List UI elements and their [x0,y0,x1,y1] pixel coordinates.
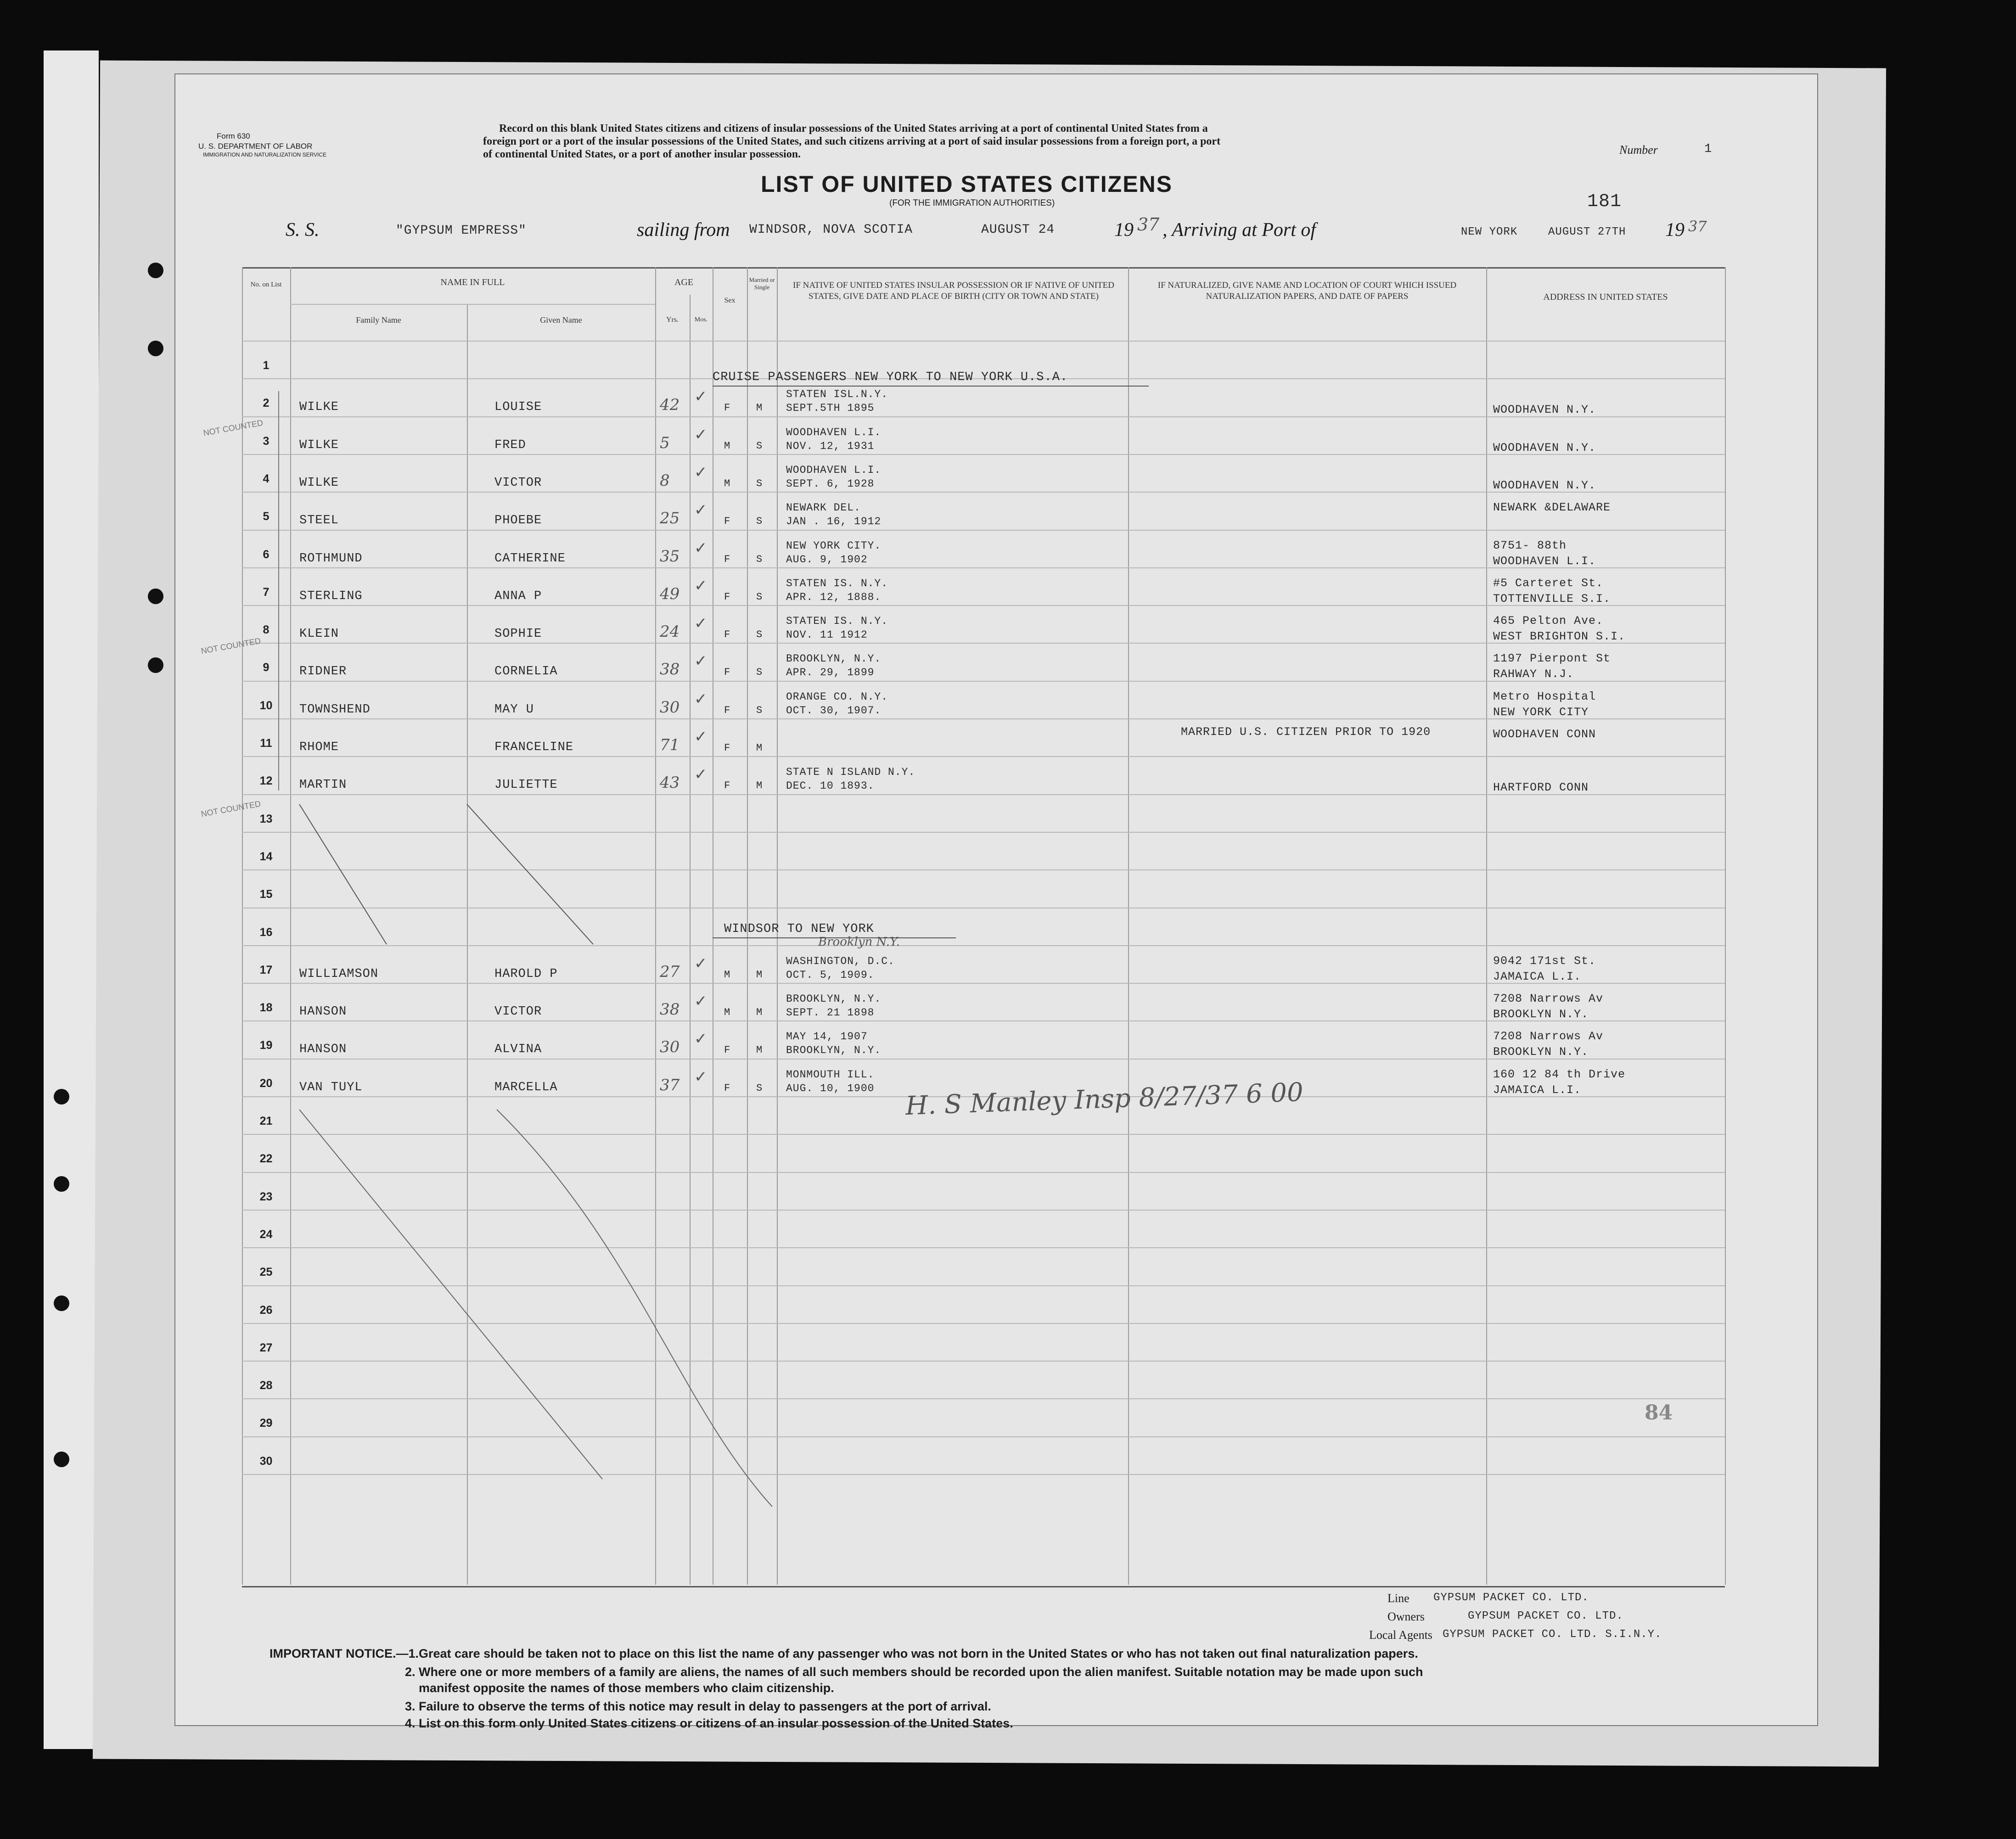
address-city: JAMAICA L.I. [1493,1083,1582,1097]
header-family-name: Family Name [356,315,401,325]
header-yrs: Yrs. [666,316,679,324]
birth-date: NOV. 12, 1931 [786,440,875,452]
address-line: 160 12 84 th Drive [1493,1067,1626,1081]
age-years: 8 [660,471,670,490]
row-number: 4 [263,472,270,485]
line-label: Line [1387,1592,1410,1605]
year-suffix: 37 [1137,214,1160,235]
age-years: 27 [660,962,680,981]
address-line: WOODHAVEN CONN [1493,728,1596,741]
inspector-signature: H. S Manley Insp 8/27/37 6 00 [905,1077,1304,1121]
family-name: STERLING [299,589,363,603]
marital-status: S [756,629,763,641]
notice-4: 4. List on this form only United States citizens or citizens of an insular possession of the United States. [405,1716,1013,1730]
birth-place: BROOKLYN, N.Y. [786,653,882,665]
marital-status: S [756,1082,763,1094]
marital-status: M [756,402,763,414]
header-given-name: Given Name [540,315,582,325]
number-label: Number [1619,143,1658,157]
address-city: JAMAICA L.I. [1493,970,1582,983]
sex: F [724,704,731,716]
row-number: 8 [263,623,270,637]
sex: M [724,477,731,489]
binder-hole [54,1295,69,1311]
given-name: PHOEBE [494,514,542,528]
address-city: HARTFORD CONN [1493,781,1589,795]
service: IMMIGRATION AND NATURALIZATION SERVICE [203,151,327,158]
agents-label: Local Agents [1369,1628,1432,1642]
marital-status: S [756,516,763,527]
row-number: 24 [259,1228,273,1241]
given-name: ALVINA [494,1043,542,1057]
address-city: WOODHAVEN L.I. [1493,554,1596,568]
address-city: NEW YORK CITY [1493,705,1589,719]
age-years: 30 [660,1038,680,1057]
verified-checkmark: ✓ [694,501,708,520]
given-name: MAY U [494,702,534,717]
form-number: Form 630 [217,132,250,140]
row-number: 28 [259,1379,273,1392]
sex: F [724,591,731,603]
verified-checkmark: ✓ [694,690,708,708]
given-name: VICTOR [494,1005,542,1019]
age-years: 38 [660,1000,680,1019]
given-name: SOPHIE [494,627,542,641]
birth-place: STATEN IS. N.Y. [786,615,888,628]
age-years: 25 [660,509,680,528]
row-number: 25 [259,1266,273,1279]
address-city: WEST BRIGHTON S.I. [1493,630,1626,644]
row-number: 20 [259,1076,273,1090]
row-number: 21 [259,1115,273,1127]
row-number: 14 [259,850,273,863]
family-name: ROTHMUND [299,551,363,566]
age-years: 42 [660,396,680,415]
birth-place: NEW YORK CITY. [786,539,882,552]
row-number: 10 [259,699,273,712]
binder-hole [148,657,163,673]
year2-prefix: 19 [1665,219,1685,241]
address-line: 7208 Narrows Av [1493,992,1604,1006]
verified-checkmark: ✓ [694,992,708,1011]
given-name: CATHERINE [494,551,566,566]
header-sex: Sex [724,297,736,304]
not-counted-note: NOT COUNTED [200,799,262,819]
year2-suffix: 37 [1688,218,1707,235]
sex: F [724,1082,731,1094]
given-name: JULIETTE [494,778,558,792]
age-years: 71 [660,736,680,754]
verified-checkmark: ✓ [694,576,708,595]
given-name: MARCELLA [494,1080,558,1094]
marital-status: M [756,969,763,981]
header-naturalized: IF NATURALIZED, GIVE NAME AND LOCATION OF COURT WHICH ISSUED NATURALIZATION PAPERS, AND DATE OF PAPERS [1157,280,1457,301]
address-line: Metro Hospital [1493,690,1596,703]
section-cruise: CRUISE PASSENGERS NEW YORK TO NEW YORK U.S.A. [713,370,1068,384]
verified-checkmark: ✓ [694,387,708,406]
row-number: 6 [263,548,270,561]
birth-place: WOODHAVEN L.I. [786,464,882,476]
binder-hole [148,589,163,604]
marital-status: S [756,667,763,678]
age-years: 49 [660,584,680,603]
header-native: IF NATIVE OF UNITED STATES INSULAR POSSESSION OR IF NATIVE OF UNITED STATES, GIVE DATE AND PLACE OF BIRTH (CITY OR TOWN AND STATE) [793,280,1114,301]
verified-checkmark: ✓ [694,425,708,444]
birth-date: APR. 29, 1899 [786,667,875,679]
row-number: 9 [263,661,270,674]
row-number: 15 [259,888,273,901]
given-name: FRANCELINE [494,740,574,754]
verified-checkmark: ✓ [694,1067,708,1086]
sailing-from: WINDSOR, NOVA SCOTIA [749,223,913,237]
family-name: HANSON [299,1005,347,1019]
address-city: WOODHAVEN N.Y. [1493,441,1596,454]
manifest-page [174,73,1818,1730]
address-line: 465 Pelton Ave. [1493,614,1604,628]
year-prefix: 19 [1114,219,1134,241]
given-name: HAROLD P [494,967,558,981]
section-windsor-handwritten: Brooklyn N.Y. [818,935,900,949]
given-name: CORNELIA [494,665,558,679]
family-name: MARTIN [299,778,347,792]
verified-checkmark: ✓ [694,1030,708,1048]
verified-checkmark: ✓ [694,652,708,671]
age-years: 35 [660,547,680,566]
address-city: RAHWAY N.J. [1493,667,1574,681]
row-number: 29 [259,1417,273,1430]
sex: F [724,667,731,678]
age-years: 38 [660,660,680,679]
number-value: 1 [1704,142,1713,156]
age-years: 30 [660,698,680,717]
ship-name: "GYPSUM EMPRESS" [396,224,527,238]
sex: F [724,629,731,641]
birth-place: MAY 14, 1907 [786,1031,868,1043]
row-number: 19 [259,1039,273,1052]
stamp-number: 84 [1645,1401,1673,1424]
birth-place: NEWARK DEL. [786,502,861,514]
sex: M [724,969,731,981]
address-line: #5 Carteret St. [1493,576,1604,590]
owners-label: Owners [1387,1610,1425,1623]
header-mos: Mos. [694,316,708,323]
header-married: Married or Single [749,276,775,291]
row-number: 5 [263,510,270,523]
family-name: HANSON [299,1043,347,1057]
row-number: 30 [259,1454,273,1468]
verified-checkmark: ✓ [694,538,708,557]
page-subtitle: (FOR THE IMMIGRATION AUTHORITIES) [889,198,1055,208]
birth-place: BROOKLYN, N.Y. [786,993,882,1005]
address-city: BROOKLYN N.Y. [1493,1045,1589,1059]
sailing-label: sailing from [637,219,730,241]
row-number: 22 [259,1152,273,1166]
section-windsor: WINDSOR TO NEW YORK [724,922,874,936]
birth-date: BROOKLYN, N.Y. [786,1044,882,1057]
cancel-strokes [175,74,1819,1727]
marital-status: S [756,704,763,716]
notice-2b: manifest opposite the names of those members who claim citizenship. [419,1681,834,1695]
sex: F [724,1044,731,1056]
department: U. S. DEPARTMENT OF LABOR [198,142,313,151]
row-number: 3 [263,434,270,448]
family-name: WILLIAMSON [299,967,379,981]
marital-status: S [756,477,763,489]
sheet-page-number: 181 [1587,191,1622,212]
sex: F [724,553,731,565]
row-number: 17 [259,963,273,976]
header-name-in-full: NAME IN FULL [440,277,505,287]
not-counted-note: NOT COUNTED [202,418,264,438]
row-number: 11 [260,737,272,750]
age-years: 43 [660,774,680,792]
birth-place: WOODHAVEN L.I. [786,426,882,438]
sail-date: AUGUST 24 [981,223,1055,237]
notice-2a: 2. Where one or more members of a family are aliens, the names of all such members should be recorded upon the alien manifest. Suitable notation may be made upon such [405,1665,1423,1679]
birth-date: SEPT.5TH 1895 [786,402,875,415]
age-years: 5 [660,433,670,452]
birth-date: DEC. 10 1893. [786,780,875,792]
marital-status: S [756,553,763,565]
row-number: 23 [259,1190,273,1203]
agents-value: GYPSUM PACKET CO. LTD. S.I.N.Y. [1443,1628,1662,1641]
age-years: 24 [660,622,680,641]
ss-label: S. S. [286,219,320,241]
row-number: 13 [259,812,273,825]
birth-date: SEPT. 6, 1928 [786,477,875,490]
address-line: 8751- 88th [1493,538,1567,552]
row-number: 12 [259,774,273,788]
address-city: BROOKLYN N.Y. [1493,1008,1589,1021]
address-line: 7208 Narrows Av [1493,1030,1604,1043]
family-name: STEEL [299,514,339,528]
sex: F [724,780,731,792]
age-years: 37 [660,1076,680,1094]
row-number: 27 [259,1341,273,1354]
given-name: ANNA P [494,589,542,603]
intro-line-1: Record on this blank United States citizens and citizens of insular possessions of the United States arriving at a port of continental United States from a [499,123,1208,135]
row-number: 2 [263,397,270,410]
sex: M [724,1007,731,1019]
family-name: WILKE [299,400,339,415]
verified-checkmark: ✓ [694,765,708,784]
family-name: WILKE [299,476,339,490]
marital-status: M [756,1007,763,1019]
address-city: WOODHAVEN N.Y. [1493,403,1596,417]
sex: F [724,402,731,414]
header-address: ADDRESS IN UNITED STATES [1543,292,1668,302]
birth-date: NOV. 11 1912 [786,629,868,641]
verified-checkmark: ✓ [694,463,708,482]
verified-checkmark: ✓ [694,954,708,973]
naturalized-note: MARRIED U.S. CITIZEN PRIOR TO 1920 [1181,725,1431,739]
family-name: RIDNER [299,665,347,679]
birth-place: ORANGE CO. N.Y. [786,690,888,703]
family-name: TOWNSHEND [299,702,371,717]
arrival-date: AUGUST 27TH [1548,226,1626,238]
row-number: 7 [263,585,270,599]
left-binding-strip [44,50,99,1749]
owners-value: GYPSUM PACKET CO. LTD. [1468,1610,1623,1622]
birth-date: SEPT. 21 1898 [786,1007,875,1019]
birth-date: OCT. 5, 1909. [786,969,875,981]
marital-status: M [756,742,763,754]
page-title: LIST OF UNITED STATES CITIZENS [761,171,1173,197]
sex: M [724,440,731,452]
birth-place: WASHINGTON, D.C. [786,955,895,967]
row-number: 16 [259,925,273,939]
arrival-port: NEW YORK [1461,226,1518,238]
birth-place: MONMOUTH ILL. [786,1068,875,1081]
birth-date: APR. 12, 1888. [786,591,882,603]
line-value: GYPSUM PACKET CO. LTD. [1433,1592,1589,1604]
address-city: TOTTENVILLE S.I. [1493,592,1611,606]
address-line: 1197 Pierpont St [1493,652,1611,666]
birth-place: STATEN IS. N.Y. [786,577,888,589]
verified-checkmark: ✓ [694,614,708,633]
family-name: KLEIN [299,627,339,641]
not-counted-note: NOT COUNTED [200,636,262,656]
header-age: AGE [674,277,694,287]
notice-heading: IMPORTANT NOTICE.—1. [270,1647,419,1660]
notice-1: Great care should be taken not to place on this list the name of any passenger who was not born in the United States or who has not taken out final naturalization papers. [419,1647,1418,1660]
row-number: 18 [259,1001,273,1015]
birth-date: JAN . 16, 1912 [786,516,882,528]
family-name: VAN TUYL [299,1080,363,1094]
sex: F [724,516,731,527]
verified-checkmark: ✓ [694,728,708,746]
birth-date: AUG. 9, 1902 [786,553,868,566]
binder-hole [148,263,163,278]
binder-hole [54,1452,69,1467]
given-name: VICTOR [494,476,542,490]
marital-status: S [756,591,763,603]
birth-date: OCT. 30, 1907. [786,704,882,717]
binder-hole [148,341,163,356]
row-number: 26 [259,1303,273,1317]
family-name: RHOME [299,740,339,754]
row-number: 1 [263,359,270,372]
binder-hole [54,1089,69,1105]
intro-line-2: foreign port or a port of the insular possessions of the United States, and such citizens arriving at a port of said insular possessions from a foreign port, a port [483,135,1221,147]
binder-hole [54,1176,69,1192]
birth-date: AUG. 10, 1900 [786,1082,875,1094]
birth-place: STATE N ISLAND N.Y. [786,766,915,779]
header-no: No. on List [250,281,282,288]
given-name: LOUISE [494,400,542,415]
marital-status: S [756,440,763,452]
marital-status: M [756,780,763,792]
sex: F [724,742,731,754]
intro-line-3: of continental United States, or a port of another insular possession. [483,148,801,160]
marital-status: M [756,1044,763,1056]
given-name: FRED [494,438,526,452]
notice-3: 3. Failure to observe the terms of this notice may result in delay to passengers at the port of arrival. [405,1699,991,1713]
family-name: WILKE [299,438,339,452]
address-line: 9042 171st St. [1493,954,1596,968]
birth-place: STATEN ISL.N.Y. [786,388,888,401]
address-city: WOODHAVEN N.Y. [1493,478,1596,492]
arriving-label: , Arriving at Port of [1162,219,1316,241]
address-line: NEWARK &DELAWARE [1493,501,1611,515]
